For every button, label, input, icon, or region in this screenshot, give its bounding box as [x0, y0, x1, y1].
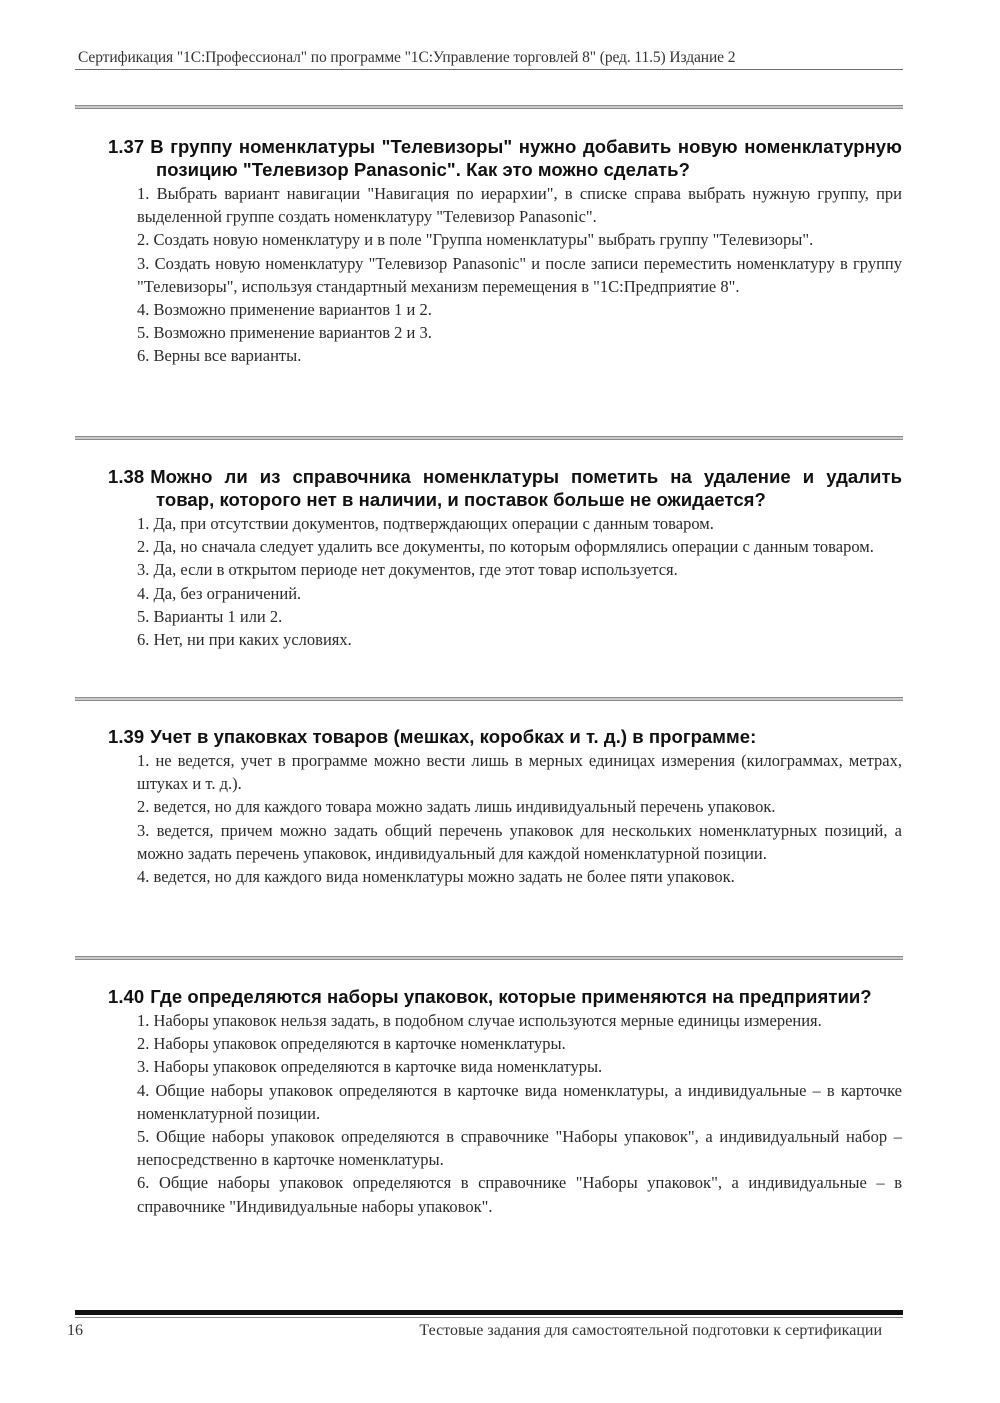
section-separator — [75, 956, 903, 960]
answer-list — [108, 749, 902, 888]
footer-rule — [75, 1310, 903, 1315]
question-title — [108, 725, 902, 748]
answer-option: 1. не ведется, учет в программе можно вести лишь в мерных единицах измерения (килограммах, метрах, штуках и т. д.). — [137, 751, 902, 794]
question-text: Где определяются наборы упаковок, которые применяются на предприятии? — [150, 986, 872, 1007]
answer-option: 5. Общие наборы упаковок определяются в справочнике "Наборы упаковок", а индивидуальный набор – непосредственно в карточке номенклатуры. — [137, 1127, 902, 1170]
answer-option: 1. Выбрать вариант навигации "Навигация по иерархии", в списке справа выбрать нужную группу, при выделенной группе создать номенклатуру "Телевизор Panasonic". — [137, 184, 902, 227]
section-separator — [75, 697, 903, 701]
answer-option: 4. ведется, но для каждого вида номенклатуры можно задать не более пяти упаковок. — [137, 867, 735, 887]
answer-option: 6. Общие наборы упаковок определяются в справочнике "Наборы упаковок", а индивидуальные – в справочнике "Индивидуальные наборы упаковок". — [137, 1173, 902, 1216]
answer-list — [108, 1009, 902, 1218]
question-number: 1.38 — [108, 466, 145, 487]
answer-option: 4. Возможно применение вариантов 1 и 2. — [137, 300, 432, 320]
section-separator — [75, 436, 903, 440]
answer-option: 3. Наборы упаковок определяются в карточке вида номенклатуры. — [137, 1057, 603, 1077]
question-1-39 — [108, 725, 902, 888]
question-title — [108, 465, 902, 511]
running-footer: Тестовые задания для самостоятельной подготовки к сертификации — [419, 1322, 882, 1339]
answer-list — [108, 182, 902, 368]
page-number: 16 — [67, 1322, 83, 1339]
question-text: Учет в упаковках товаров (мешках, коробках и т. д.) в программе: — [150, 726, 757, 747]
answer-option: 1. Да, при отсутствии документов, подтверждающих операции с данным товаром. — [137, 514, 714, 533]
answer-option: 2. Создать новую номенклатуру и в поле "Группа номенклатуры" выбрать группу "Телевизоры". — [137, 230, 814, 250]
question-number: 1.40 — [108, 986, 145, 1007]
section-separator — [75, 105, 903, 109]
question-1-37 — [108, 135, 902, 368]
answer-option: 1. Наборы упаковок нельзя задать, в подобном случае используются мерные единицы измерения. — [137, 1011, 822, 1030]
answer-option: 6. Верны все варианты. — [137, 346, 302, 366]
question-1-38 — [108, 465, 902, 651]
running-header: Сертификация "1С:Профессионал" по программе "1С:Управление торговлей 8" (ред. 11.5) Издание 2 — [78, 49, 736, 66]
footer-rule-thin — [75, 1317, 903, 1318]
answer-option: 4. Общие наборы упаковок определяются в карточке вида номенклатуры, а индивидуальные – в карточке номенклатурной позиции. — [137, 1080, 902, 1123]
question-text: В группу номенклатуры "Телевизоры" нужно добавить новую номенклатурную позицию "Телевизор Panasonic". Как это можно сделать? — [150, 136, 902, 180]
question-title — [108, 135, 902, 181]
header-rule — [75, 69, 903, 70]
question-number: 1.39 — [108, 726, 145, 747]
answer-option: 4. Да, без ограничений. — [137, 583, 302, 603]
question-text: Можно ли из справочника номенклатуры пометить на удаление и удалить товар, которого нет в наличии, и поставок больше не ожидается? — [150, 466, 902, 510]
answer-option: 3. Создать новую номенклатуру "Телевизор Panasonic" и после записи переместить номенклатуру в группу "Телевизоры", используя стандартный механизм перемещения в "1С:Предприятие 8". — [137, 253, 902, 296]
answer-option: 2. Наборы упаковок определяются в карточке номенклатуры. — [137, 1034, 566, 1054]
answer-option: 2. Да, но сначала следует удалить все документы, по которым оформлялись операции с данным товаром. — [137, 537, 874, 557]
question-1-40 — [108, 985, 902, 1218]
answer-option: 3. ведется, причем можно задать общий перечень упаковок для нескольких номенклатурных позиций, а можно задать перечень упаковок, индивидуальный для каждой номенклатурной позиции. — [137, 820, 902, 863]
answer-list — [108, 512, 902, 651]
answer-option: 2. ведется, но для каждого товара можно задать лишь индивидуальный перечень упаковок. — [137, 797, 776, 817]
answer-option: 5. Варианты 1 или 2. — [137, 606, 283, 626]
answer-option: 6. Нет, ни при каких условиях. — [137, 630, 352, 650]
question-title — [108, 985, 902, 1008]
answer-option: 5. Возможно применение вариантов 2 и 3. — [137, 323, 432, 343]
answer-option: 3. Да, если в открытом периоде нет документов, где этот товар используется. — [137, 560, 678, 580]
question-number: 1.37 — [108, 136, 145, 157]
